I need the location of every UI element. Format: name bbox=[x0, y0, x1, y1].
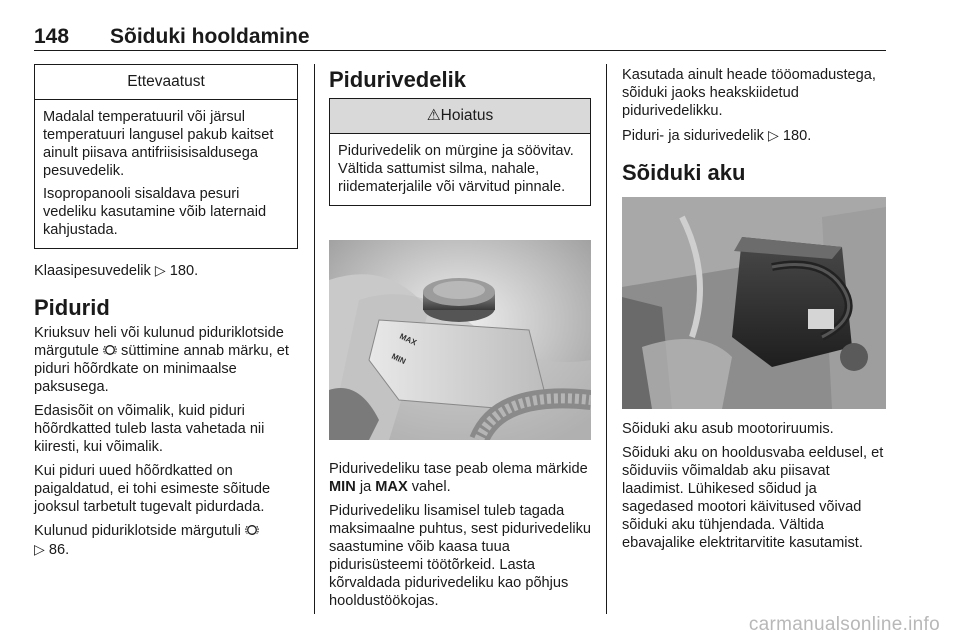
warning-triangle-icon: ⚠ bbox=[426, 107, 441, 124]
brake-fluid-quality-paragraph: Kasutada ainult heade tööomadustega, sõiduki jaoks heakskiidetud pidurivedelikku. bbox=[622, 67, 876, 119]
brake-pad-warning-icon bbox=[245, 523, 259, 537]
caution-box-title: Ettevaatust bbox=[35, 65, 297, 100]
reservoir-max-label: MAX bbox=[398, 331, 419, 348]
page-reference-arrow-icon: ▷ bbox=[154, 262, 166, 278]
reference-link[interactable]: 180. bbox=[782, 128, 812, 144]
brake-clutch-fluid-reference: Piduri- ja sidurivedelik ▷ 180. bbox=[622, 127, 812, 144]
page-header bbox=[34, 24, 886, 51]
caution-paragraph: Isopropanooli sisaldava pesuri vedeliku kasutamine võib laternaid kahjustada. bbox=[43, 186, 267, 238]
reference-link[interactable]: 180. bbox=[169, 263, 199, 279]
brake-fluid-heading: Pidurivedelik bbox=[329, 67, 466, 92]
column-left bbox=[34, 64, 298, 565]
brakes-paragraph: Edasisõit on võimalik, kuid piduri hõõrdkatted tuleb lasta vahetada nii kiiresti, kui võimalik. bbox=[34, 403, 265, 455]
brakes-paragraph: Kui piduri uued hõõrdkatted on paigaldatud, ei tohi esimeste sõitude jooksul tarbetult tugevalt pidurdada. bbox=[34, 463, 271, 515]
brake-fluid-level-paragraph: Pidurivedeliku tase peab olema märkide MIN ja MAX vahel. bbox=[329, 461, 588, 495]
column-middle bbox=[314, 64, 593, 614]
caution-paragraph: Madalal temperatuuril või järsul temperatuuri langusel pakub kaitset ainult piisava antifriisisisaldusega pesuvedelik. bbox=[43, 109, 274, 179]
vehicle-battery-image bbox=[622, 197, 886, 409]
watermark: carmanualsonline.info bbox=[748, 614, 940, 635]
washer-fluid-reference: Klaasipesuvedelik ▷ 180. bbox=[34, 262, 199, 279]
caution-box-body bbox=[35, 100, 297, 248]
page-reference-arrow-icon: ▷ bbox=[34, 541, 45, 557]
warning-box-body: Pidurivedelik on mürgine ja söövitav. Vältida sattumist silma, nahale, riidematerjalile või värvitud pinnale. bbox=[338, 143, 574, 195]
reservoir-min-label: MIN bbox=[390, 351, 408, 367]
battery-location-paragraph: Sõiduki aku asub mootoriruumis. bbox=[622, 421, 834, 437]
warning-box-title: ⚠Hoiatus bbox=[330, 99, 590, 134]
battery-maintenance-paragraph: Sõiduki aku on hooldusvaba eeldusel, et sõiduviis võimaldab aku piisavat laadimist. Lühikesed sõidud ja sagedased mootori käivitused võivad sõiduki aku tühjendada. Vältida ebavajalike elektritarvitite kasutamist. bbox=[622, 445, 884, 551]
brake-fluid-reservoir-image bbox=[329, 240, 591, 440]
caution-box bbox=[34, 64, 298, 249]
brakes-paragraph: Kriuksuv heli või kulunud piduriklotside märgutule süttimine annab märku, et piduri hõõrdkate on minimaalse paksusega. bbox=[34, 325, 289, 395]
column-right bbox=[606, 64, 887, 614]
reference-link[interactable]: 86. bbox=[48, 542, 70, 558]
brakes-heading: Pidurid bbox=[34, 295, 110, 320]
brake-pad-warning-icon bbox=[103, 343, 117, 357]
page-title: Sõiduki hooldamine bbox=[110, 25, 310, 48]
battery-heading: Sõiduki aku bbox=[622, 160, 746, 185]
brake-indicator-reference: Kulunud piduriklotside märgutuli ▷ 86. bbox=[34, 522, 298, 559]
warning-box bbox=[329, 98, 591, 206]
page-number: 148 bbox=[34, 25, 70, 48]
page-reference-arrow-icon: ▷ bbox=[768, 127, 779, 143]
brake-fluid-paragraph: Pidurivedeliku lisamisel tuleb tagada maksimaalne puhtus, sest pidurivedeliku saastumine võib kaasa tuua pidurisüsteemi töötõrkeid. Lasta kõrvaldada pidurivedeliku kao põhjus hooldustöökojas. bbox=[329, 503, 592, 609]
